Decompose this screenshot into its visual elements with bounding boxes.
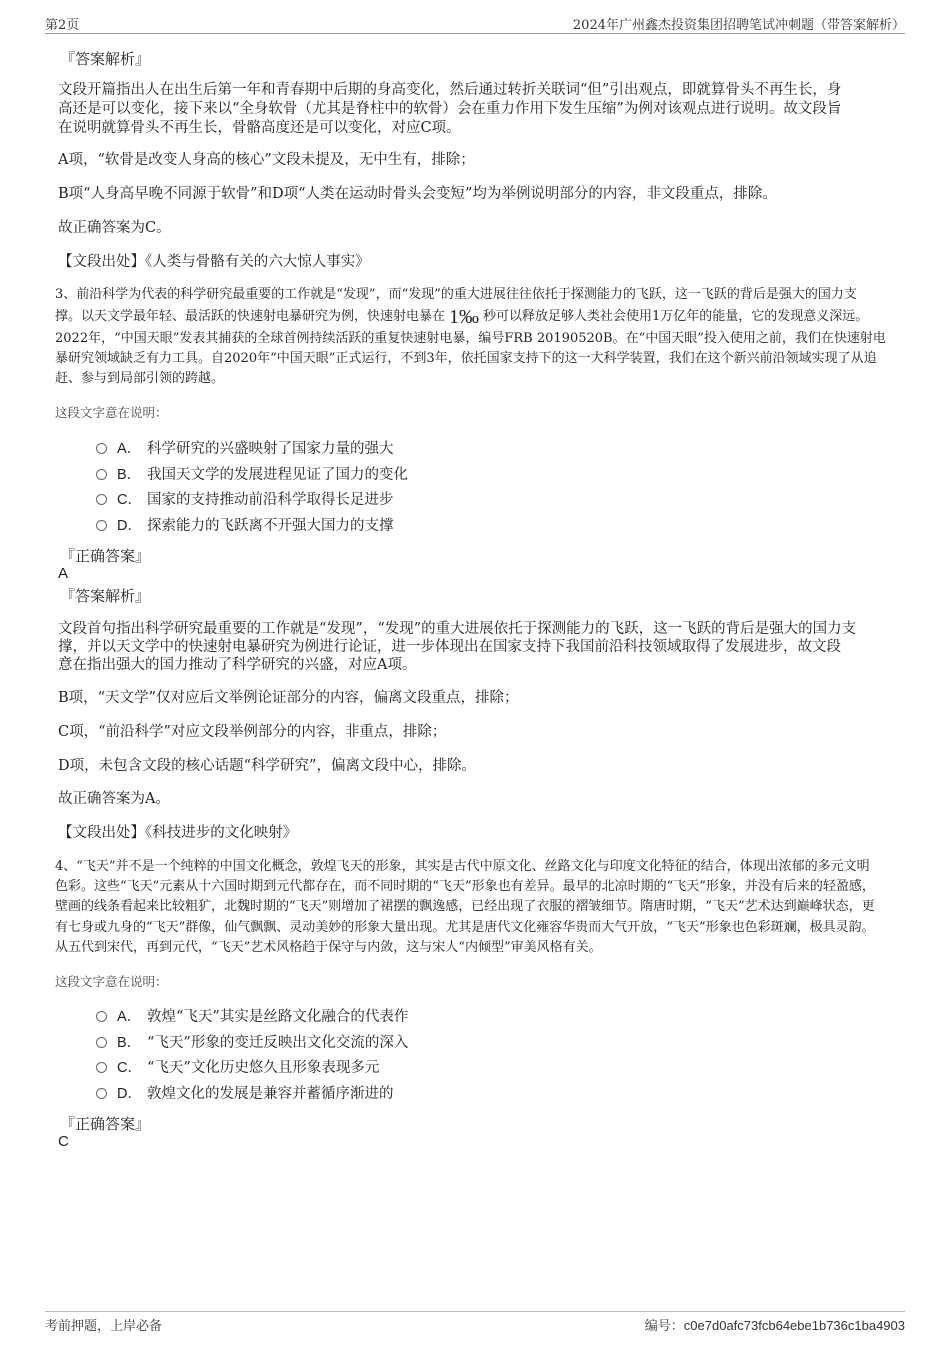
- q4-option-c[interactable]: C． “飞天”文化历史悠久且形象表现多元: [96, 1058, 379, 1078]
- radio-icon[interactable]: [96, 1037, 107, 1048]
- page-header: [45, 11, 905, 34]
- q3-option-b[interactable]: B． 我国天文学的发展进程见证了国力的变化: [96, 465, 408, 485]
- q3-stem: 这段文字意在说明：: [55, 405, 168, 420]
- q4-stem: 这段文字意在说明：: [55, 974, 168, 989]
- q3-answer: A: [58, 565, 69, 582]
- q4-body-line-4: 有七身或九身的“飞天”群像，仙气飘飘、灵动美妙的形象大量出现。尤其是唐代文化雍容华贵而大气开放，“飞天”形象也色彩斑斓，极具灵韵。: [55, 920, 875, 935]
- q3-option-d[interactable]: D． 探索能力的飞跃离不开强大国力的支撑: [96, 516, 394, 536]
- q4-option-b[interactable]: B． “飞天”形象的变迁反映出文化交流的深入: [96, 1033, 408, 1053]
- footer-slogan: 考前押题，上岸必备: [45, 1319, 163, 1334]
- q3-analysis-line-3: 意在指出强大的国力推动了科学研究的兴盛，对应A项。: [58, 657, 417, 673]
- q4-body-line-2: 色彩。这些“飞天”元素从十六国时期到元代都存在，而不同时期的“飞天”形象也有差异。最早的北凉时期的“飞天”形象，并没有后来的轻盈感，: [55, 879, 875, 894]
- q3-body-line-2-post: 秒可以释放足够人类社会使用1万亿年的能量，它的发现意义深远。: [483, 309, 869, 324]
- radio-icon[interactable]: [96, 443, 107, 454]
- q4-body-line-3: 壁画的线条看起来比较粗犷，北魏时期的“飞天”则增加了裙摆的飘逸感，已经出现了衣服的褶皱细节。隋唐时期，“飞天”艺术达到巅峰状态，更: [55, 899, 875, 914]
- q3-body-line-5: 赶、参与到局部引领的跨越。: [55, 371, 225, 386]
- q3-conclusion: 故正确答案为A。: [58, 791, 170, 807]
- q4-answer-label: 『正确答案』: [60, 1115, 151, 1133]
- q3-answer-label: 『正确答案』: [60, 547, 151, 565]
- q3-source: 【文段出处】《科技进步的文化映射》: [58, 825, 298, 841]
- radio-icon[interactable]: [96, 1088, 107, 1099]
- footer-id: [645, 1315, 905, 1334]
- q3-line-c: C项，“前沿科学”对应文段举例部分的内容，非重点，排除；: [58, 724, 447, 740]
- q3-option-c[interactable]: C． 国家的支持推动前沿科学取得长足进步: [96, 490, 394, 510]
- q4-body-line-1: 4、“飞天”并不是一个纯粹的中国文化概念，敦煌飞天的形象，其实是古代中原文化、丝路文化与印度文化特征的结合，体现出浓郁的多元文明: [55, 859, 870, 874]
- page-number: 第2页: [45, 18, 80, 33]
- q4-option-a[interactable]: A． 敦煌“飞天”其实是丝路文化融合的代表作: [96, 1007, 408, 1027]
- q3-body-line-3: 2022年，“中国天眼”发表其捕获的全球首例持续活跃的重复快速射电暴，编号FRB 20190520B。在“中国天眼”投入使用之前，我们在快速射电: [55, 331, 886, 346]
- radio-icon[interactable]: [96, 520, 107, 531]
- q3-body-line-4: 暴研究领域缺乏有力工具。自2020年“中国天眼”正式运行，不到3年，依托国家支持下的这一大科学装置，我们在这个新兴前沿领域实现了从追: [55, 351, 877, 366]
- q4-body-line-5: 从五代到宋代，再到元代，“飞天”艺术风格趋于保守与内敛，这与宋人“内倾型”审美风格有关。: [55, 940, 602, 955]
- q3-option-a[interactable]: A． 科学研究的兴盛映射了国家力量的强大: [96, 439, 394, 459]
- radio-icon[interactable]: [96, 469, 107, 480]
- q3-analysis-label: 『答案解析』: [60, 587, 151, 605]
- q2-analysis-line-1: 文段开篇指出人在出生后第一年和青春期中后期的身高变化，然后通过转折关联词“但”引出观点，即就算骨头不再生长，身: [58, 82, 842, 98]
- q3-body-line-2-pre: 撑。以天文学最年轻、最活跃的快速射电暴研究为例，快速射电暴在: [55, 309, 446, 324]
- page-footer: [45, 1311, 905, 1334]
- q2-analysis-label: 『答案解析』: [60, 50, 151, 68]
- radio-icon[interactable]: [96, 494, 107, 505]
- document-title: 2024年广州鑫杰投资集团招聘笔试冲刺题（带答案解析）: [572, 18, 905, 33]
- q3-body-line-1: 3、前沿科学为代表的科学研究最重要的工作就是“发现”，而“发现”的重大进展往往依托于探测能力的飞跃，这一飞跃的背后是强大的国力支: [55, 287, 857, 302]
- q3-body-line-2: [55, 306, 868, 328]
- q3-analysis-line-2: 撑，并以天文学中的快速射电暴研究为例进行论证，进一步体现出在国家支持下我国前沿科技领域取得了发展进步，故文段: [58, 639, 841, 655]
- q3-line-d: D项，未包含文段的核心话题“科学研究”，偏离文段中心，排除。: [58, 758, 476, 774]
- footer-id-code: c0e7d0afc73fcb64ebe1b736c1ba4903: [683, 1318, 905, 1333]
- q2-conclusion: 故正确答案为C。: [58, 220, 171, 236]
- q2-analysis-line-3: 在说明就算骨头不再生长，骨骼高度还是可以变化，对应C项。: [58, 120, 461, 136]
- q4-option-d[interactable]: D． 敦煌文化的发展是兼容并蓄循序渐进的: [96, 1084, 394, 1104]
- q2-source: 【文段出处】《人类与骨骼有关的六大惊人事实》: [58, 254, 370, 270]
- q2-line-bd: B项“人身高早晚不同源于软骨”和D项“人类在运动时骨头会变短”均为举例说明部分的内容，非文段重点，排除。: [58, 186, 777, 202]
- q3-line-b: B项，“天文学”仅对应后文举例论证部分的内容，偏离文段重点，排除；: [58, 690, 519, 706]
- footer-id-label: 编号：: [644, 1319, 684, 1334]
- q4-answer: C: [58, 1133, 69, 1150]
- q3-analysis-line-1: 文段首句指出科学研究最重要的工作就是“发现”，“发现”的重大进展依托于探测能力的飞跃，这一飞跃的背后是强大的国力支: [58, 621, 857, 637]
- radio-icon[interactable]: [96, 1011, 107, 1022]
- q2-analysis-line-2: 高还是可以变化，接下来以“全身软骨（尤其是脊柱中的软骨）会在重力作用下发生压缩”为例对该观点进行说明。故文段旨: [58, 101, 842, 117]
- radio-icon[interactable]: [96, 1062, 107, 1073]
- q2-line-a: A项，“软骨是改变人身高的核心”文段未提及，无中生有，排除；: [58, 152, 475, 168]
- per-mille-mark: 1‰: [449, 306, 480, 328]
